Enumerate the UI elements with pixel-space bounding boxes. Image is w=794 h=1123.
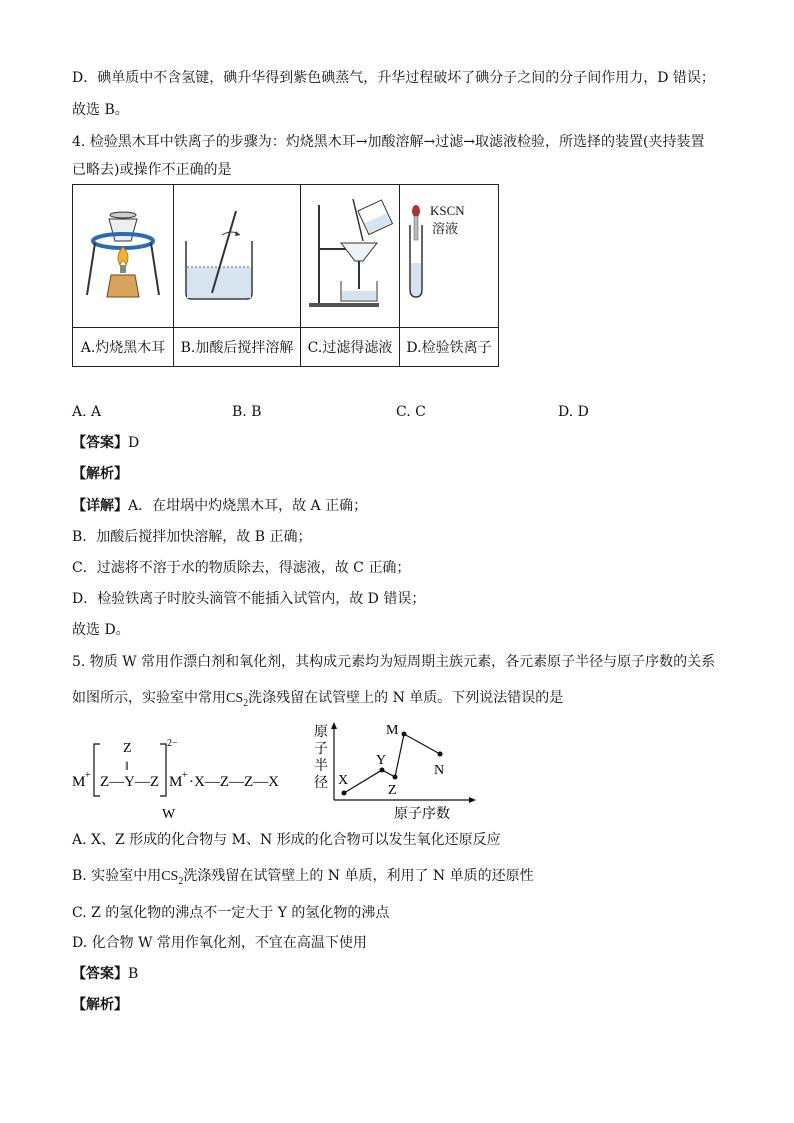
y-axis-arrow xyxy=(331,722,337,729)
q5-analysis-tag: 【解析】 xyxy=(72,997,128,1013)
ylabel-char-1: 原 xyxy=(314,725,328,740)
right-bracket xyxy=(160,744,166,796)
point-m xyxy=(402,732,407,737)
answer-tag: 【答案】 xyxy=(72,435,128,451)
double-bond: ‖ xyxy=(125,758,129,773)
prev-option-d-explanation: D．碘单质中不含氢键，碘升华得到紫色碘蒸气，升华过程破坏了碘分子之间的分子间作用力，D 错误； xyxy=(72,70,715,86)
q4-stem-line1: 4. 检验黑木耳中铁离子的步骤为：灼烧黑木耳→加酸溶解→过滤→取滤液检验，所选择的装置(夹持装置 xyxy=(72,134,705,150)
q5-stem-line1: 5. 物质 W 常用作漂白剂和氧化剂，其构成元素均为短周期主族元素，各元素原子半径与原子序数的关系 xyxy=(72,654,716,670)
label-x: X xyxy=(338,773,349,788)
q4-detail-c: C．过滤将不溶于水的物质除去，得滤液，故 C 正确； xyxy=(72,560,411,576)
chain-outside: ·X—Z—Z—X xyxy=(189,774,279,790)
xlabel: 原子序数 xyxy=(394,807,450,822)
solution-label: 溶液 xyxy=(432,221,459,236)
radius-graph xyxy=(312,716,482,824)
apparatus-d-cell xyxy=(400,185,499,328)
q5-option-a: A. X、Z 形成的化合物与 M、N 形成的化合物可以发生氧化还原反应 xyxy=(72,832,501,848)
q4-option-a: A. A xyxy=(72,404,102,420)
label-z: Z xyxy=(388,783,397,798)
ylabel-char-2: 子 xyxy=(314,742,328,757)
q4-option-b: B. B xyxy=(232,404,262,420)
point-x xyxy=(342,791,347,796)
kscn-label: KSCN xyxy=(430,203,465,218)
apparatus-a-cell xyxy=(73,185,174,328)
q5-answer-line: 【答案】B xyxy=(72,966,139,982)
q5-option-b: B. 实验室中用$CS_2$洗涤残留在试管壁上的 N 单质，利用了 N 单质的还原性 xyxy=(72,868,534,887)
q5-option-d: D. 化合物 W 常用作氧化剂，不宜在高温下使用 xyxy=(72,935,367,951)
q5-option-c: C. Z 的氢化物的沸点不一定大于 Y 的氢化物的沸点 xyxy=(72,905,390,921)
prev-conclusion: 故选 B。 xyxy=(72,102,129,118)
label-c: C.过滤得滤液 xyxy=(301,328,400,367)
q4-answer-line xyxy=(72,433,139,453)
point-y xyxy=(380,768,385,773)
label-y: Y xyxy=(376,753,387,768)
point-n xyxy=(438,752,443,757)
crucible-burner-icon xyxy=(73,185,173,323)
ylabel-char-3: 半 xyxy=(314,759,328,774)
label-b: B.加酸后搅拌溶解 xyxy=(174,328,301,367)
q4-option-d: D. D xyxy=(558,404,589,420)
detail-tag: 【详解】 xyxy=(72,498,128,514)
label-a: A.灼烧黑木耳 xyxy=(73,328,174,367)
z-top: Z xyxy=(123,741,132,756)
structure-w xyxy=(70,736,300,826)
q4-detail-d: D．检验铁离子时胶头滴管不能插入试管内，故 D 错误； xyxy=(72,591,426,607)
q4-conclusion: 故选 D。 xyxy=(72,622,130,638)
q5-stem-line2: 如图所示，实验室中常用$CS_2$洗涤残留在试管壁上的 N 单质。下列说法错误的是 xyxy=(72,690,564,709)
point-z xyxy=(393,775,398,780)
cs2-formula: $CS_2$ xyxy=(226,691,249,709)
chain-inside: Z—Y—Z xyxy=(100,774,160,790)
w-label: W xyxy=(162,807,176,822)
q4-detail-a: 【详解】A．在坩埚中灼烧黑木耳，故 A 正确； xyxy=(72,498,368,514)
label-n: N xyxy=(434,763,445,778)
filtration-apparatus-icon xyxy=(301,185,399,323)
q4-analysis-tag: 【解析】 xyxy=(72,466,128,482)
svg-text:+: + xyxy=(85,770,91,781)
m-left: M xyxy=(72,774,86,790)
q4-detail-b: B．加酸后搅拌加快溶解，故 B 正确； xyxy=(72,529,312,545)
beaker-stirring-rod-icon xyxy=(174,185,300,323)
m-right: M xyxy=(169,774,183,790)
label-d: D.检验铁离子 xyxy=(400,328,499,367)
label-m: M xyxy=(386,723,399,738)
charge: 2− xyxy=(167,738,178,749)
svg-text:+: + xyxy=(182,770,188,781)
ylabel-char-4: 径 xyxy=(314,776,328,791)
q4-apparatus-table xyxy=(72,184,499,367)
x-axis-arrow xyxy=(469,797,476,803)
dropper-test-tube-icon xyxy=(400,185,498,323)
apparatus-b-cell xyxy=(174,185,301,328)
q5-answer: B xyxy=(128,966,139,982)
q4-option-c: C. C xyxy=(396,404,426,420)
apparatus-c-cell xyxy=(301,185,400,328)
q4-stem-line2: 已略去)或操作不正确的是 xyxy=(72,162,232,178)
q4-answer: D xyxy=(128,435,140,451)
